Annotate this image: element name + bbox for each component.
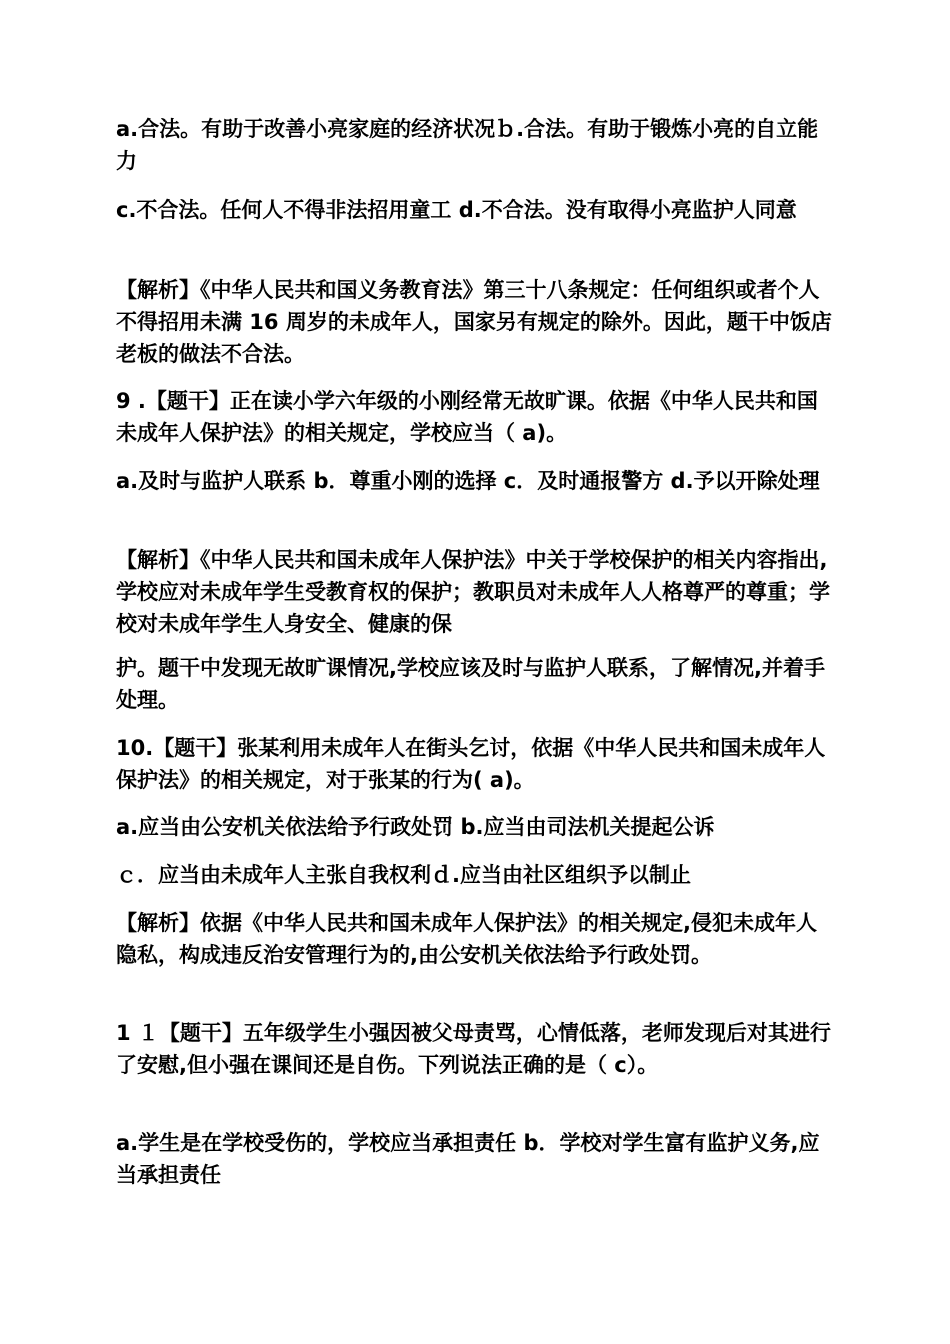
option-line-q11-ab: a.学生是在学校受伤的，学校应当承担责任 b．学校对学生富有监护义务,应当承担责任 [116,1131,820,1187]
option-line-q10-ab: a.应当由公安机关依法给予行政处罚 b.应当由司法机关提起公诉 [116,815,715,839]
analysis-q9-part2: 护。题干中发现无故旷课情况,学校应该及时与监护人联系，了解情况,并着手处理。 [116,656,825,712]
option-line-q8-ab: a.合法。有助于改善小亮家庭的经济状况ｂ.合法。有助于锻炼小亮的自立能力 [116,117,819,173]
question-11: 1 １【题干】五年级学生小强因被父母责骂，心情低落，老师发现后对其进行了安慰,但小强在课间还是自伤。下列说法正确的是（ c）。 [116,1021,831,1077]
analysis-q8: 【解析】《中华人民共和国义务教育法》第三十八条规定：任何组织或者个人不得招用未满 16 周岁的未成年人，国家另有规定的除外。因此，题干中饭店老板的做法不合法。 [116,278,832,366]
option-line-q10-cd: ｃ．应当由未成年人主张自我权利ｄ.应当由社区组织予以制止 [116,863,691,887]
question-10: 10.【题干】张某利用未成年人在街头乞讨，依据《中华人民共和国未成年人保护法》的相关规定，对于张某的行为( a)。 [116,736,826,792]
analysis-q9-part1: 【解析】《中华人民共和国未成年人保护法》中关于学校保护的相关内容指出,学校应对未成年学生受教育权的保护；教职员对未成年人人格尊严的尊重；学校对未成年学生人身安全、健康的保 [116,548,830,636]
option-line-q9: a.及时与监护人联系 b．尊重小刚的选择 c．及时通报警方 d.予以开除处理 [116,469,820,493]
option-line-q8-cd: c.不合法。任何人不得非法招用童工 d.不合法。没有取得小亮监护人同意 [116,198,797,222]
question-9: 9 .【题干】正在读小学六年级的小刚经常无故旷课。依据《中华人民共和国未成年人保护法》的相关规定，学校应当（ a)。 [116,389,818,445]
analysis-q10: 【解析】依据《中华人民共和国未成年人保护法》的相关规定,侵犯未成年人隐私，构成违反治安管理行为的,由公安机关依法给予行政处罚。 [116,911,817,967]
